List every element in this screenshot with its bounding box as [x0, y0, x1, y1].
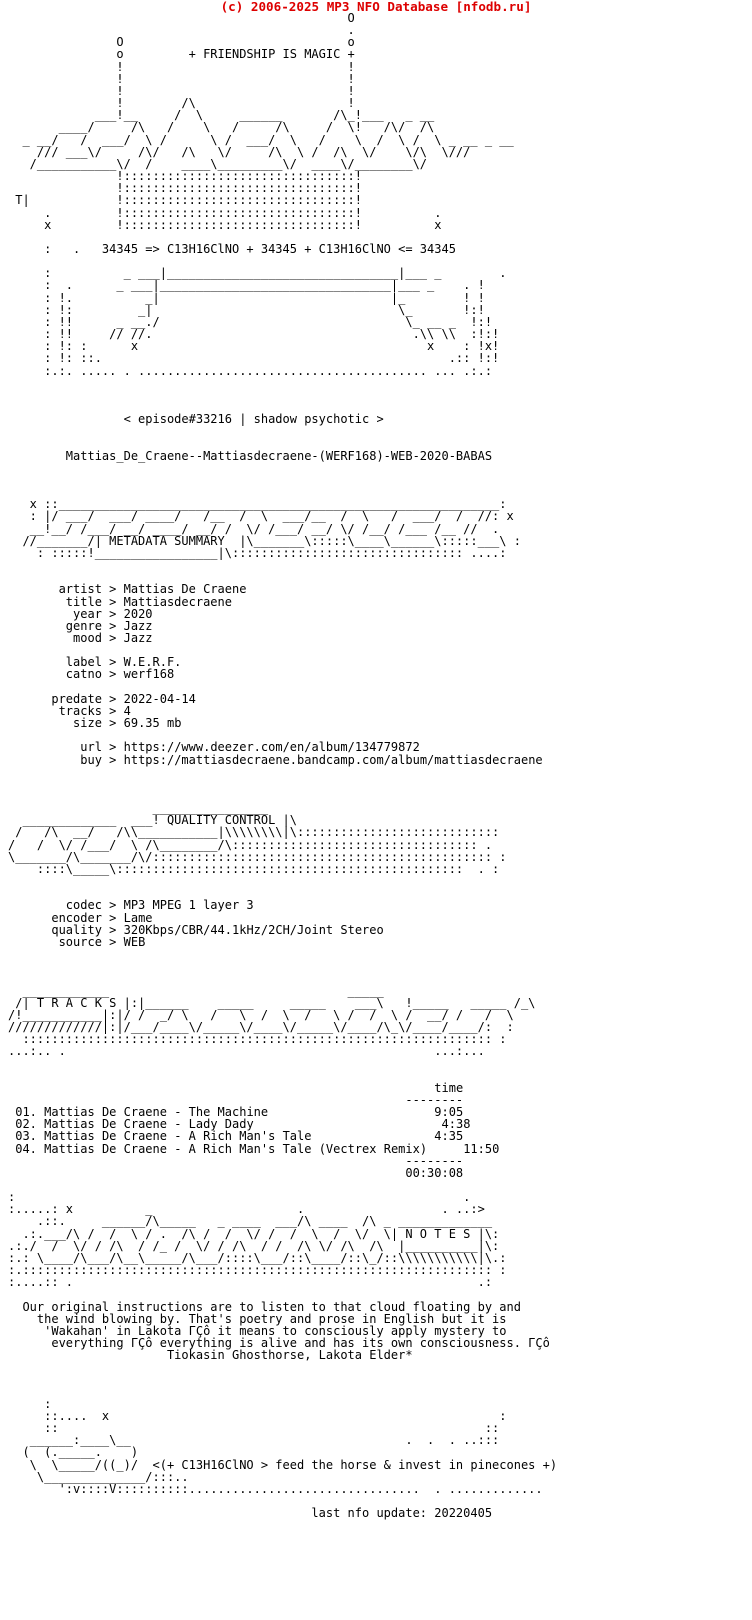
meta-row-title: title > Mattiasdecraene	[65, 594, 232, 609]
blank-line	[8, 462, 557, 474]
blank-line	[8, 437, 557, 449]
blank-line	[8, 425, 557, 437]
meta-row-genre: genre > Jazz	[65, 618, 153, 633]
blank-line	[8, 389, 557, 401]
qc-row-codec: codec > MP3 MPEG 1 layer 3	[65, 898, 254, 913]
formula-line: : . 34345 => C13H16ClNO + 34345 + C13H16ClNO <= 34345	[8, 241, 456, 256]
nfo-body	[8, 12, 557, 1519]
blank-line	[8, 875, 557, 887]
blank-line	[8, 559, 557, 571]
notes-art: : . :.....: x _ . . ..:> .::. ______/\_____ _ ____ ___/\ ____ /\ _ _____________ .:.___/\ / / \ / . /\ / / \/ / / \ / \/ \| N O T E S |\: .:./ / \/ / /\ / /_ / \/ / /\ / / /\ \/ /\ /\ |__________|\: :.: \____/\___/\__\_____/\___/::::\___/::\____/::\_/::\\\\\\\\\\\|\.: :.::::::::::::::::::::::::::::::::::::::::::::::::::::::::::::::::: : :....:: . .:	[8, 1190, 507, 1290]
track-row: 03. Mattias De Craene - A Rich Man's Tale 4:35	[15, 1129, 464, 1144]
blank-line	[8, 972, 557, 984]
blank-line	[8, 474, 557, 486]
qc-row-quality: quality > 320Kbps/CBR/44.1kHz/2CH/Joint Stereo	[51, 922, 384, 937]
meta-row-predate: predate > 2022-04-14	[51, 691, 196, 706]
meta-row-mood: mood > Jazz	[73, 630, 153, 645]
blank-line	[8, 766, 557, 778]
blank-line	[8, 1386, 557, 1398]
release-name: Mattias_De_Craene--Mattiasdecraene-(WERF168)-WEB-2020-BABAS	[8, 448, 493, 463]
meta-row-catno: catno > werf168	[65, 667, 175, 682]
bandcamp-link[interactable]: https://mattiasdecraene.bandcamp.com/album/mattiasdecraene	[123, 752, 543, 767]
blank-line	[8, 1288, 557, 1300]
qc-row-encoder: encoder > Lame	[51, 910, 153, 925]
site-header: (c) 2006-2025 MP3 NFO Database [nfodb.ru]	[220, 0, 532, 14]
track-row: 01. Mattias De Craene - The Machine 9:05	[15, 1105, 464, 1120]
meta-row-tracks: tracks > 4	[58, 703, 131, 718]
art-top: O . O o o + FRIENDSHIP IS MAGIC + ! ! ! ! ! ! ! /\ ! ___!__ / \ ______ /\_!___ _ __ ____/ /\ / \ / /\ / \! /\/ /\ _ __/ / ___/ \ / \ / ___/ \ / \ / \ / \ _ __ _ __ /// ___\/ /\/ /\ \/ /\ \ / /\ \/ \/\ \/// /___________\/ / ____\_________\/ ____\/________\/ !::::::::::::::::::::::::::::::::! !::::::::::::::::::::::::::::::::! T| !::::::::::::::::::::::::::::::::! . !::::::::::::::::::::::::::::::::! . x !::::::::::::::::::::::::::::::::! x	[15, 11, 514, 232]
meta-row-artist: artist > Mattias De Craene	[58, 582, 247, 597]
blank-line	[8, 1057, 557, 1069]
footer-art: : ::.... x : :: :: ______:____\__ . . . ..::: ( (._____. ) \ \_____/((_)/ <(+ C13H16ClNO > feed the horse & invest in pinecones +) \______________/:::.. ':v::::V::::::::::................................ . .............	[22, 1396, 558, 1496]
tracklist-total: 00:30:08	[405, 1165, 464, 1180]
blank-line	[8, 377, 557, 389]
track-row: 02. Mattias De Craene - Lady Dady 4:38	[15, 1117, 471, 1132]
tracks-art: ____________ _____ /| T R A C K S |:|______ _____ _____ ___\ !_____ _____ /_\ /!___________|:|/ / _/ \ / \ / \ / \ / / \ / __/ / / \ /////////////|:|/___/____\/_____\/____\/_____\/____/\_\/____/____/: : ::::::::::::::::::::::::::::::::::::::::::::::::::::::::::::::::: : ...:.. . ...:...	[8, 983, 536, 1059]
last-update: last nfo update: 20220405	[8, 1506, 493, 1521]
meta-row-year: year > 2020	[73, 606, 153, 621]
tracklist-divider: --------	[405, 1092, 464, 1107]
notes-text: Our original instructions are to listen to that cloud floating by and the wind blowing by. That's poetry and prose in English but it is 'Wakahan' in Lakota ΓÇô it means to consciously apply mystery to everything ΓÇô everything is alive and has its own consciousness. ΓÇô Tiokasin Ghosthorse, Lakota Elder*	[22, 1299, 550, 1363]
episode-line: < episode#33216 | shadow psychotic >	[8, 412, 384, 427]
meta-row-label: label > W.E.R.F.	[65, 655, 182, 670]
qc-row-source: source > WEB	[58, 934, 146, 949]
blank-line	[8, 778, 557, 790]
tracklist-divider: --------	[405, 1153, 464, 1168]
blank-line	[8, 1361, 557, 1373]
art-mid: : _ ___|________________________________|___ _ . : . _ ___|________________________________|___ _ . ! : !. _| |_ ! ! : !: _| \_ !:! : !! _ __./ \_ __ _ !:! : !! // //. .\\ \\ :!:! : !: : x x : !x! : !: ::. .:: !:! :.:. ..... . ........................................ ... .:.:	[44, 266, 507, 378]
meta-row-url: url > https://www.deezer.com/en/album/134779872	[80, 740, 420, 755]
meta-row-size: size > 69.35 mb	[73, 716, 182, 731]
quality-control-art: ________________ _____________ ___! QUALITY CONTROL |\ / /\ __/ /\\___________|\\\\\\\\|\:::::::::::::::::::::::::::: / / \/ /___/ \ /\________/\:::::::::::::::::::::::::::::::::: . \_______/\_______/\/::::::::::::::::::::::::::::::::::::::::::::::: : ::::\_____\:::::::::::::::::::::::::::::::::::::::::::::::: . :	[8, 801, 507, 876]
blank-line	[8, 960, 557, 972]
blank-line	[8, 948, 557, 960]
blank-line	[8, 1374, 557, 1386]
blank-line	[8, 1070, 557, 1082]
meta-row-buy: buy > https://mattiasdecraene.bandcamp.com/album/mattiasdecraene	[80, 752, 543, 767]
metadata-art: x ::_____________________________________________________________: : |/ ___/ ___/ ____/ /__ / \ ___/__ / \ / ___/ / //: x __!__/ /___/ __/ ____/ __/ / \/ /___/ __/ \/ /__/ /___ /__ // . //_______/| METADATA SUMMARY |\_______\:::::\____\______\:::::___\ : : :::::!_________________|\:::::::::::::::::::::::::::::::: ....:	[22, 497, 521, 560]
track-row: 04. Mattias De Craene - A Rich Man's Tale (Vectrex Remix) 11:50	[15, 1141, 500, 1156]
tracklist-time-header: time	[434, 1080, 464, 1095]
deezer-link[interactable]: https://www.deezer.com/en/album/134779872	[123, 740, 420, 755]
